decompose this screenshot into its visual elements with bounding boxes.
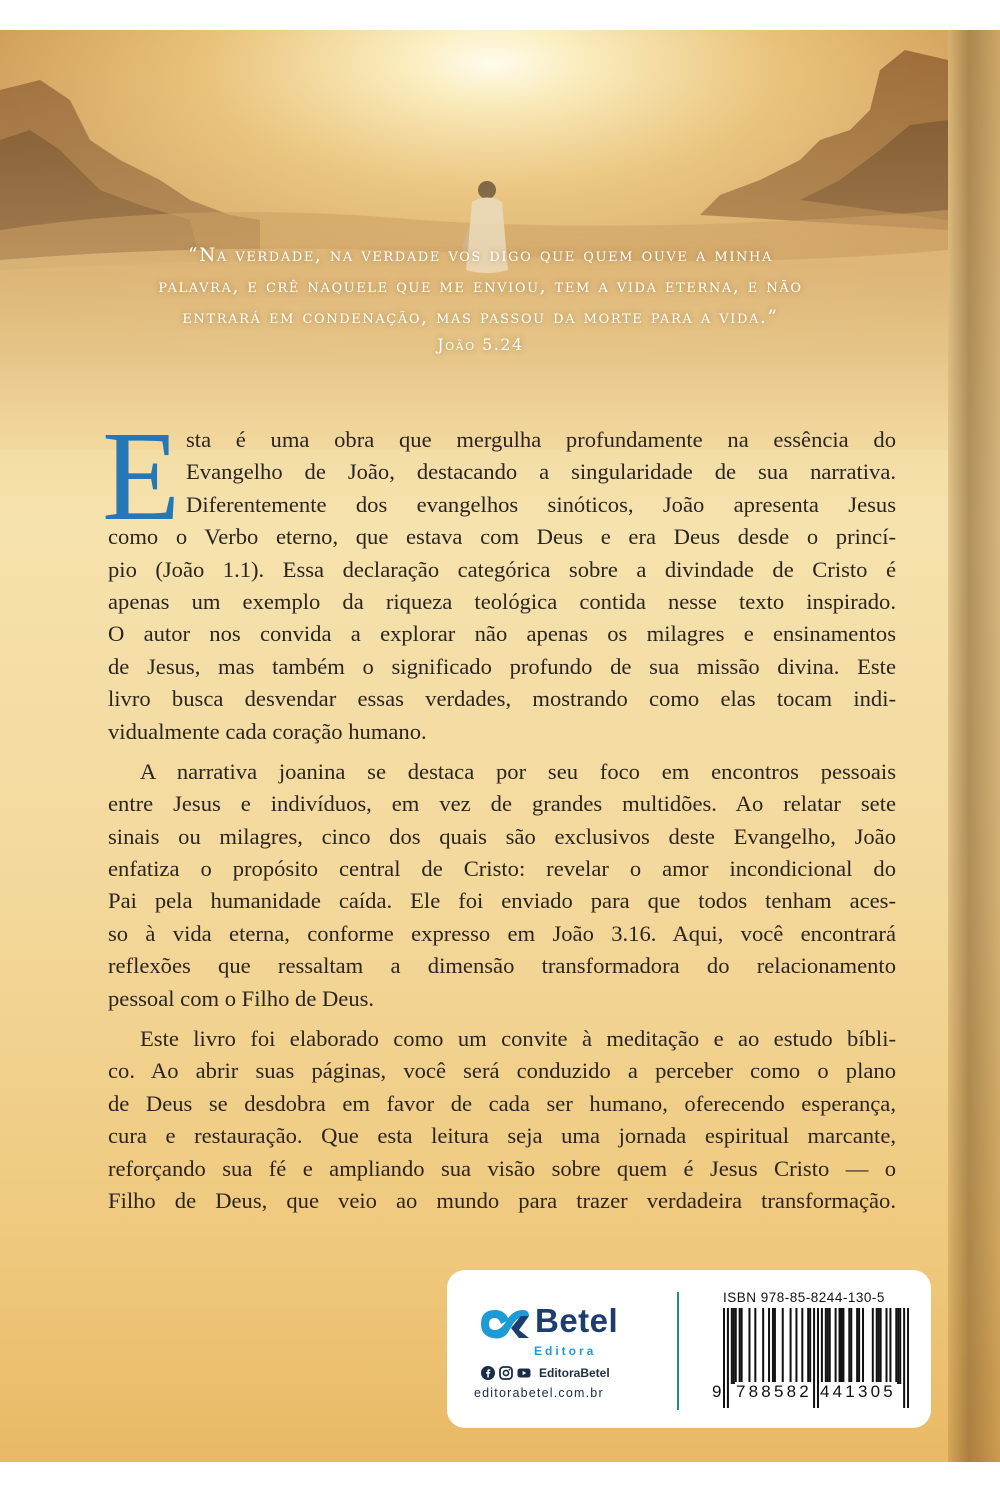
barcode-bar: [839, 1308, 841, 1384]
drop-cap: E: [102, 405, 181, 547]
quote-line: palavra, e crê naquele que me enviou, tem a vida eterna, e não: [158, 276, 803, 297]
body-line: sta é uma obra que mergulha profundamente na essência do: [186, 427, 896, 452]
barcode-bar: [858, 1308, 860, 1384]
body-line: livro busca desvendar essas verdades, mostrando como elas tocam indi-: [108, 686, 896, 712]
body-line: como o Verbo eterno, que estava com Deus e era Deus desde o princí-: [108, 524, 896, 550]
barcode-bar: [782, 1308, 784, 1384]
body-line: enfatiza o propósito central de Cristo: revelar o amor incondicional do: [108, 856, 896, 882]
barcode-bar: [850, 1308, 852, 1384]
page-margin-top: [0, 0, 1000, 30]
barcode-bar: [762, 1308, 764, 1384]
spine-edge: [948, 30, 1000, 1462]
publisher-subtitle: Editora: [534, 1344, 597, 1358]
quote-reference: João 5.24: [437, 335, 524, 354]
barcode-bar: [821, 1308, 823, 1384]
barcode-bar: [856, 1308, 858, 1384]
body-line: sinais ou milagres, cinco dos quais são exclusivos deste Evangelho, João: [108, 823, 896, 849]
barcode-bar: [840, 1308, 842, 1384]
publisher-logo: [477, 1302, 637, 1346]
barcode-bar: [825, 1308, 827, 1384]
panel-divider: [677, 1292, 679, 1410]
barcode-digit-group: 441305: [820, 1382, 896, 1401]
barcode-bar: [872, 1308, 874, 1384]
barcode-bar: [827, 1308, 829, 1384]
body-line: entre Jesus e indivíduos, em vez de grandes multidões. Ao relatar sete: [108, 791, 896, 817]
body-line: Filho de Deus, que veio ao mundo para trazer verdadeira transformação.: [108, 1187, 896, 1213]
barcode-bar: [848, 1308, 850, 1384]
barcode-bar: [795, 1308, 797, 1384]
barcode-bar: [731, 1308, 733, 1384]
body-line: reforçando sua fé e ampliando sua visão sobre quem é Jesus Cristo — o: [108, 1155, 896, 1181]
body-line: A narrativa joanina se destaca por seu foco em encontros pessoais: [140, 758, 896, 784]
barcode-bar: [842, 1308, 844, 1384]
barcode-bar: [835, 1308, 837, 1384]
synopsis-text: [102, 405, 896, 1217]
barcode-bar: [878, 1308, 880, 1384]
body-line: Evangelho de João, destacando a singularidade de sua narrativa.: [186, 459, 896, 485]
quote-line: “Na verdade, na verdade vos digo que quem ouve a minha: [188, 245, 773, 266]
barcode-bar: [774, 1308, 776, 1384]
body-line: pessoal com o Filho de Deus.: [108, 985, 375, 1011]
barcode-bar: [754, 1308, 756, 1384]
barcode-bar: [889, 1308, 891, 1384]
body-line: Diferentemente dos evangelhos sinóticos, João apresenta Jesus: [186, 491, 896, 517]
barcode-bar: [741, 1308, 743, 1384]
barcode-bar: [735, 1308, 737, 1384]
barcode-bar: [897, 1308, 899, 1384]
body-line: de Deus se desdobra em favor de cada ser humano, oferecendo esperança,: [108, 1090, 896, 1116]
publisher-website[interactable]: editorabetel.com.br: [474, 1386, 604, 1400]
body-line: so à vida eterna, conforme expresso em João 3.16. Aqui, você encontrará: [108, 920, 896, 946]
publisher-name: Betel: [535, 1302, 619, 1339]
betel-logo-icon: [477, 1306, 533, 1342]
barcode-bar: [768, 1308, 770, 1384]
youtube-icon[interactable]: [517, 1366, 531, 1380]
barcode-bar: [899, 1308, 901, 1384]
barcode-bar: [829, 1308, 831, 1384]
barcode-bar: [809, 1308, 811, 1384]
body-line: co. Ao abrir suas páginas, você será conduzido a perceber como o plano: [108, 1058, 896, 1084]
barcode-bar: [748, 1308, 750, 1384]
barcode-bar: [895, 1308, 897, 1384]
publisher-isbn-panel: [447, 1270, 931, 1428]
body-line: de Jesus, mas também o significado profundo de sua missão divina. Este: [108, 653, 896, 679]
instagram-icon[interactable]: [499, 1366, 513, 1380]
social-links: [481, 1365, 610, 1381]
barcode-bar: [807, 1308, 809, 1384]
barcode-digits: [711, 1382, 911, 1406]
body-line: cura e restauração. Que esta leitura seja uma jornada espiritual marcante,: [108, 1123, 896, 1149]
barcode-bar: [880, 1308, 882, 1384]
barcode-bar: [733, 1308, 735, 1384]
facebook-icon[interactable]: [481, 1366, 495, 1380]
body-line: pio (João 1.1). Essa declaração categórica sobre a divindade de Cristo é: [108, 556, 896, 582]
barcode-bar: [862, 1308, 864, 1384]
body-line: Este livro foi elaborado como um convite à meditação e ao estudo bíbli-: [140, 1026, 896, 1052]
body-line: vidualmente cada coração humano.: [108, 718, 427, 744]
body-line: Pai pela humanidade caída. Ele foi enviado para que todos tenham aces-: [108, 888, 896, 914]
barcode-bar: [739, 1308, 741, 1384]
barcode-bar: [876, 1308, 878, 1384]
barcode-digit-group: 788582: [736, 1382, 812, 1401]
isbn-label: ISBN 978-85-8244-130-5: [723, 1290, 885, 1305]
body-line: apenas um exemplo da riqueza teológica contida nesse texto inspirado.: [108, 588, 896, 614]
barcode-digit-group: 9: [712, 1382, 722, 1401]
page-margin-bottom: [0, 1462, 1000, 1500]
quote-line: entrará em condenação, mas passou da morte para a vida.”: [182, 307, 779, 328]
barcode-bar: [772, 1308, 774, 1384]
barcode-bar: [886, 1308, 888, 1384]
barcode-bar: [790, 1308, 792, 1384]
barcode-bar: [801, 1308, 803, 1384]
body-line: O autor nos convida a explorar não apenas os milagres e ensinamentos: [108, 621, 896, 647]
epigraph-quote: [108, 240, 853, 354]
social-handle: EditoraBetel: [539, 1366, 610, 1380]
body-line: reflexões que ressaltam a dimensão transformadora do relacionamento: [108, 953, 896, 979]
